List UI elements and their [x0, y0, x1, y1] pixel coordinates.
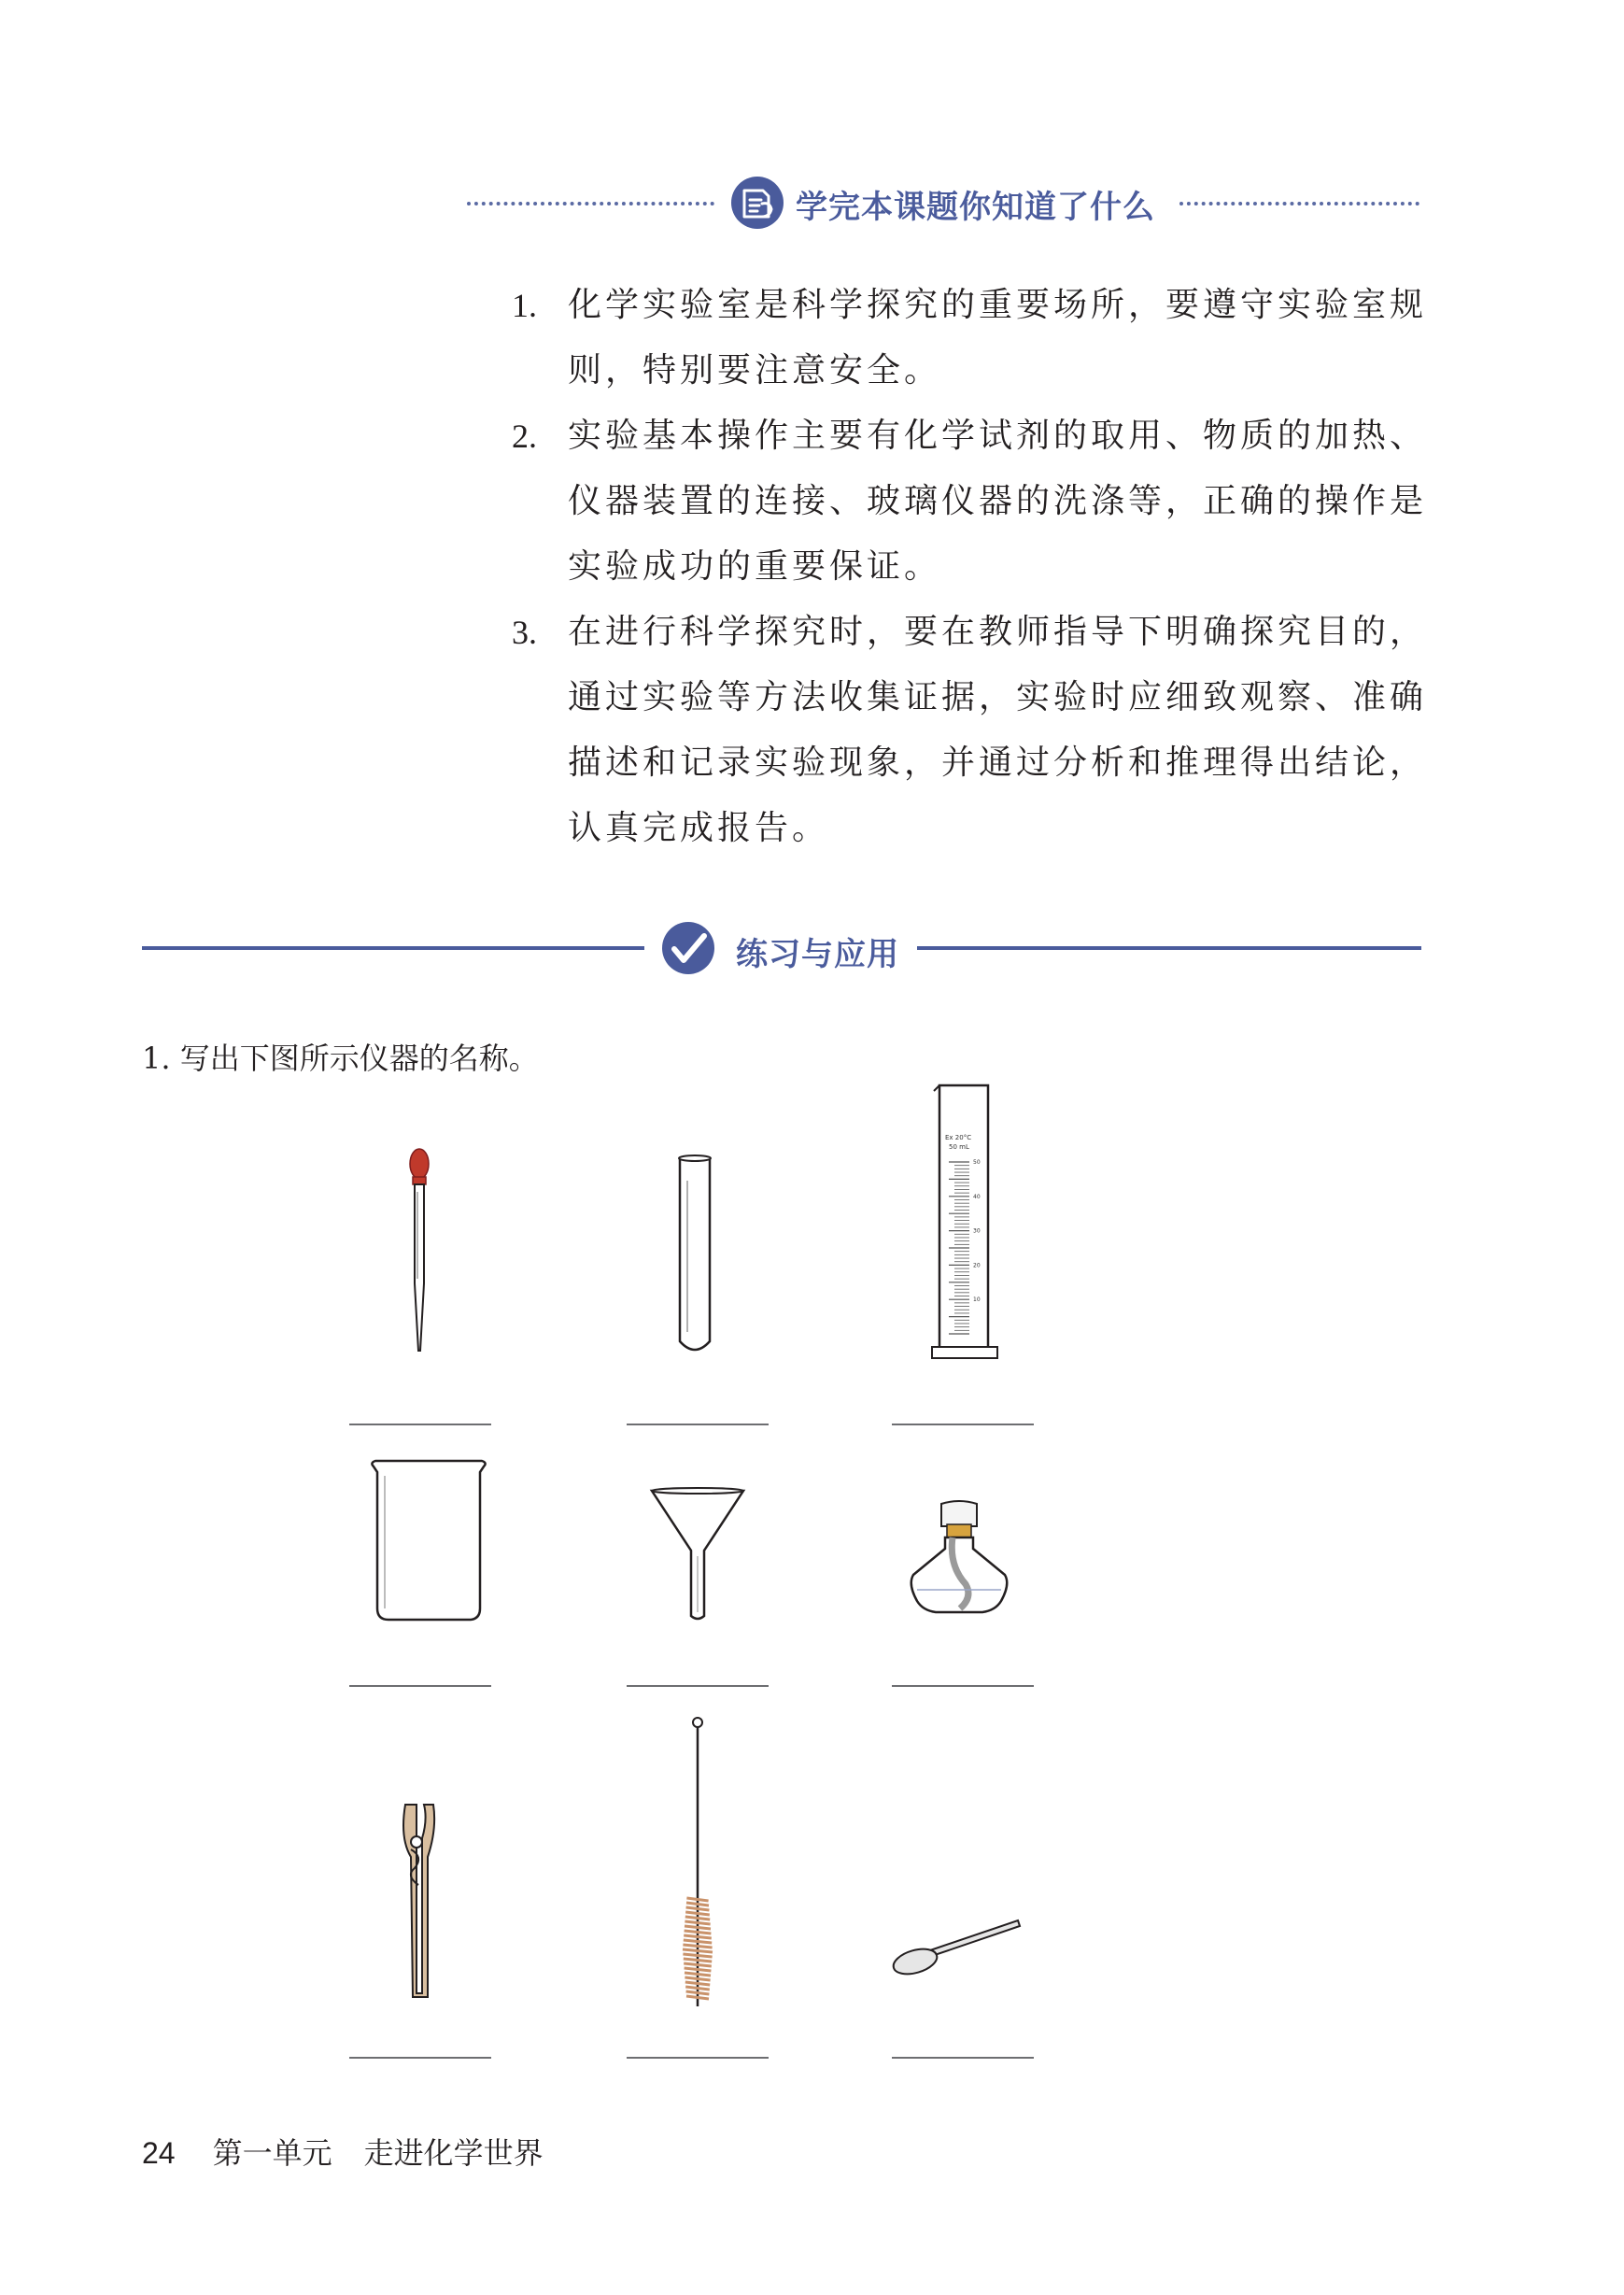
brush-bristle — [686, 1907, 710, 1910]
graduated-cylinder-image — [930, 1082, 999, 1362]
brush-bristle — [685, 1921, 710, 1924]
cylinder-scale-number: 40 — [973, 1193, 981, 1200]
summary-header — [467, 176, 1419, 232]
summary-item-1 — [512, 273, 1427, 404]
brush-bristle — [684, 1963, 712, 1966]
brush-bristle — [685, 1926, 711, 1929]
page-number: 24 — [142, 2136, 176, 2170]
answer-blank-5[interactable] — [627, 1685, 769, 1687]
brush-bristle — [685, 1987, 710, 1990]
checkmark-icon — [661, 921, 715, 975]
cylinder-scale-number: 30 — [973, 1227, 981, 1235]
brush-bristle — [686, 1991, 710, 1994]
book-hand-icon — [730, 176, 784, 230]
summary-item-number: 2. — [512, 418, 537, 455]
brush-bristle — [683, 1954, 712, 1957]
brush-bristle — [685, 1977, 710, 1980]
summary-list — [512, 273, 1427, 861]
summary-item-text: 在进行科学探究时，要在教师指导下明确探究目的，通过实验等方法收集证据，实验时应细致观察、准确描述和记录实验现象，并通过分析和推理得出结论，认真完成报告。 — [568, 613, 1428, 847]
test-tube-brush-image — [674, 1715, 721, 2014]
brush-bristle — [685, 1968, 712, 1971]
medicine-spoon-image — [887, 1915, 1027, 1980]
brush-bristle — [684, 1959, 712, 1962]
answer-blank-4[interactable] — [349, 1685, 491, 1687]
dropper-image — [396, 1143, 443, 1358]
brush-bristle — [685, 1912, 710, 1915]
cylinder-volume-label: 50 mL — [949, 1143, 969, 1151]
brush-bristle — [685, 1931, 712, 1934]
cylinder-scale-number: 20 — [973, 1262, 981, 1269]
brush-bristle — [686, 1903, 709, 1905]
brush-bristle — [685, 1973, 711, 1976]
brush-bristle — [683, 1949, 713, 1952]
summary-item-2 — [512, 404, 1427, 600]
page-footer — [142, 2130, 544, 2173]
answer-blank-1[interactable] — [349, 1424, 491, 1425]
test-tube-image — [674, 1155, 715, 1360]
brush-bristle — [684, 1940, 712, 1943]
funnel-image — [648, 1485, 747, 1622]
summary-item-3 — [512, 600, 1427, 861]
cylinder-scale-number: 50 — [973, 1159, 981, 1166]
answer-blank-3[interactable] — [892, 1424, 1034, 1425]
answer-blank-2[interactable] — [627, 1424, 769, 1425]
cylinder-scale-number: 10 — [973, 1296, 981, 1304]
summary-item-number: 3. — [512, 614, 537, 651]
footer-unit: 第一单元 — [212, 2135, 332, 2171]
brush-bristle — [683, 1945, 712, 1948]
summary-item-text: 化学实验室是科学探究的重要场所，要遵守实验室规则，特别要注意安全。 — [568, 286, 1428, 390]
test-tube-holder-image — [396, 1801, 441, 1999]
exercise-title: 练习与应用 — [736, 936, 899, 973]
exercise-header — [142, 915, 1421, 981]
brush-bristle — [684, 1935, 712, 1938]
dotted-rule-left — [467, 202, 714, 205]
summary-item-text: 实验基本操作主要有化学试剂的取用、物质的加热、仪器装置的连接、玻璃仪器的洗涤等，正确的操作是实验成功的重要保证。 — [568, 417, 1428, 586]
footer-title: 走进化学世界 — [363, 2135, 544, 2171]
question-1: 1. 写出下图所示仪器的名称。 — [142, 1041, 539, 1076]
dotted-rule-right — [1179, 202, 1419, 205]
answer-blank-7[interactable] — [349, 2057, 491, 2059]
summary-title: 学完本课题你知道了什么 — [796, 189, 1155, 226]
brush-bristle — [685, 1917, 710, 1920]
rule-right — [917, 946, 1421, 950]
brush-bristle — [686, 1898, 708, 1901]
brush-bristle — [685, 1982, 710, 1985]
beaker-image — [368, 1459, 489, 1623]
answer-blank-6[interactable] — [892, 1685, 1034, 1687]
answer-blank-9[interactable] — [892, 2057, 1034, 2059]
answer-blank-8[interactable] — [627, 2057, 769, 2059]
alcohol-lamp-image — [908, 1500, 1010, 1622]
brush-bristle — [686, 1996, 709, 1999]
summary-item-number: 1. — [512, 287, 537, 324]
cylinder-temp-label: Ex 20°C — [945, 1134, 972, 1141]
rule-left — [142, 946, 644, 950]
